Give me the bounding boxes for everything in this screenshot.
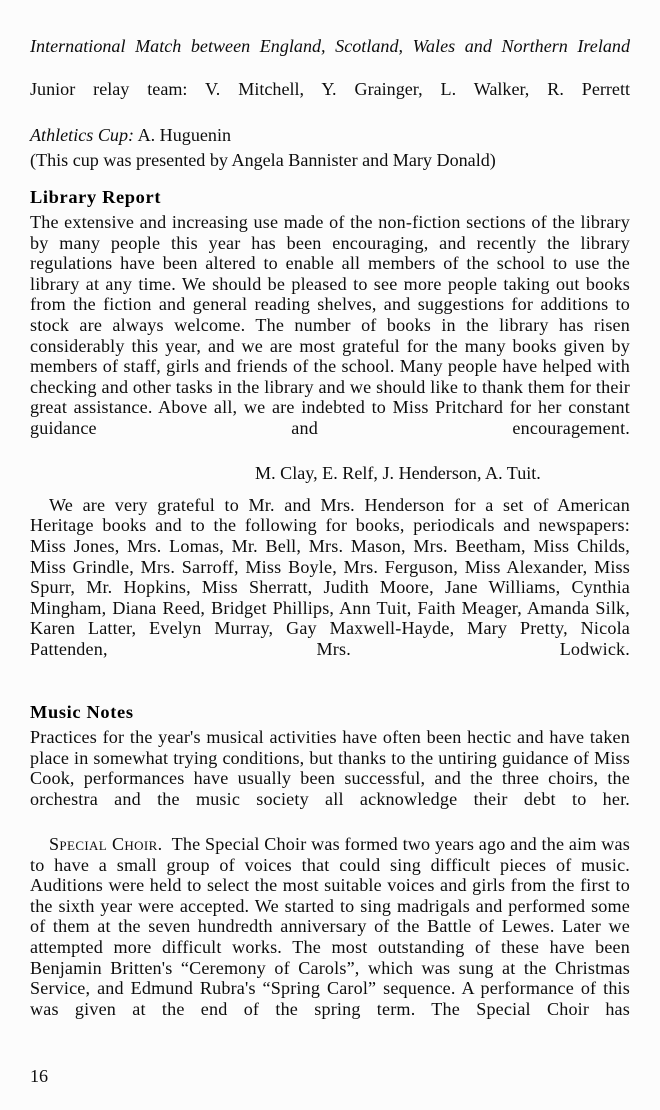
athletics-cup-winner-name: A. Huguenin — [137, 125, 232, 145]
international-match-entry — [30, 36, 630, 75]
junior-relay-entry — [30, 79, 630, 118]
music-notes-intro: Practices for the year's musical activities have often been hectic and have taken place in somewhat trying conditions, but thanks to the untiring guidance of Miss Cook, performances have usually been successful, and the three choirs, the orchestra and the music society all acknowledge their debt to her. — [30, 727, 630, 809]
special-choir-paragraph — [30, 834, 630, 1040]
cup-note-text: (This cup was presented by Angela Bannister and Mary Donald) — [30, 150, 496, 170]
library-report-signature: M. Clay, E. Relf, J. Henderson, A. Tuit. — [255, 463, 541, 484]
special-choir-label: Special Choir. — [49, 834, 163, 855]
library-report-body: The extensive and increasing use made of the non-fiction sections of the library by many people this year has been encouraging, and recently the library regulations have been altered to enable all members of the school to use the library at any time. We should be pleased to see more people taking out books from the fiction and general reading shelves, and suggestions for additions to stock are always welcome. The number of books in the library has risen considerably this year, and we are most grateful for the many books given by members of staff, girls and friends of the school. Many people have helped with checking and other tasks in the library and we should like to thank them for their great assistance. Above all, we are indebted to Miss Pritchard for her constant guidance and encouragement. — [30, 212, 630, 438]
page-content — [30, 36, 630, 1040]
athletics-cup-label: Athletics Cup: — [30, 125, 135, 145]
spacer — [30, 484, 630, 495]
special-choir-spacer — [163, 834, 172, 854]
special-choir-body: The Special Choir was formed two years ago and the aim was to have a small group of voices that could sing difficult pieces of music. Auditions were held to select the most suitable voices and girls from the first to the sixth year were accepted. We started to sing madrigals and performed some of them at the seven hundredth anniversary of the Battle of Lewes. Later we attempted more difficult works. The most outstanding of these have been Benjamin Britten's “Ceremony of Carols”, which was sung at the Christmas Service, and Edmund Rubra's “Spring Carol” sequence. A performance of this was given at the end of the spring term. The Special Choir has — [30, 834, 630, 1019]
junior-relay-text: Junior relay team: V. Mitchell, Y. Grainger, L. Walker, R. Perrett — [30, 79, 630, 99]
spacer — [30, 171, 630, 187]
spacer — [30, 118, 630, 125]
music-notes-heading: Music Notes — [30, 702, 134, 723]
spacer — [30, 680, 630, 702]
international-match-text: International Match between England, Scotland, Wales and Northern Ireland — [30, 36, 630, 56]
library-report-heading: Library Report — [30, 187, 162, 207]
athletics-cup-entry — [30, 125, 630, 146]
library-donors-paragraph: We are very grateful to Mr. and Mrs. Henderson for a set of American Heritage books and to the following for books, periodicals and newspapers: Miss Jones, Mrs. Lomas, Mr. Bell, Mrs. Mason, Mrs. Beetham, Miss Childs, Miss Grindle, Mrs. Sarroff, Miss Boyle, Mrs. Ferguson, Miss Alexander, Miss Spurr, Mr. Hopkins, Miss Sherratt, Judith Moore, Jane Williams, Cynthia Mingham, Diana Reed, Bridget Phillips, Ann Tuit, Faith Meager, Amanda Silk, Karen Latter, Evelyn Murray, Gay Maxwell-Hayde, Mary Pretty, Nicola Pattenden, Mrs. Lodwick. — [30, 494, 630, 659]
page-number: 16 — [30, 1066, 49, 1086]
cup-note-entry — [30, 150, 630, 171]
